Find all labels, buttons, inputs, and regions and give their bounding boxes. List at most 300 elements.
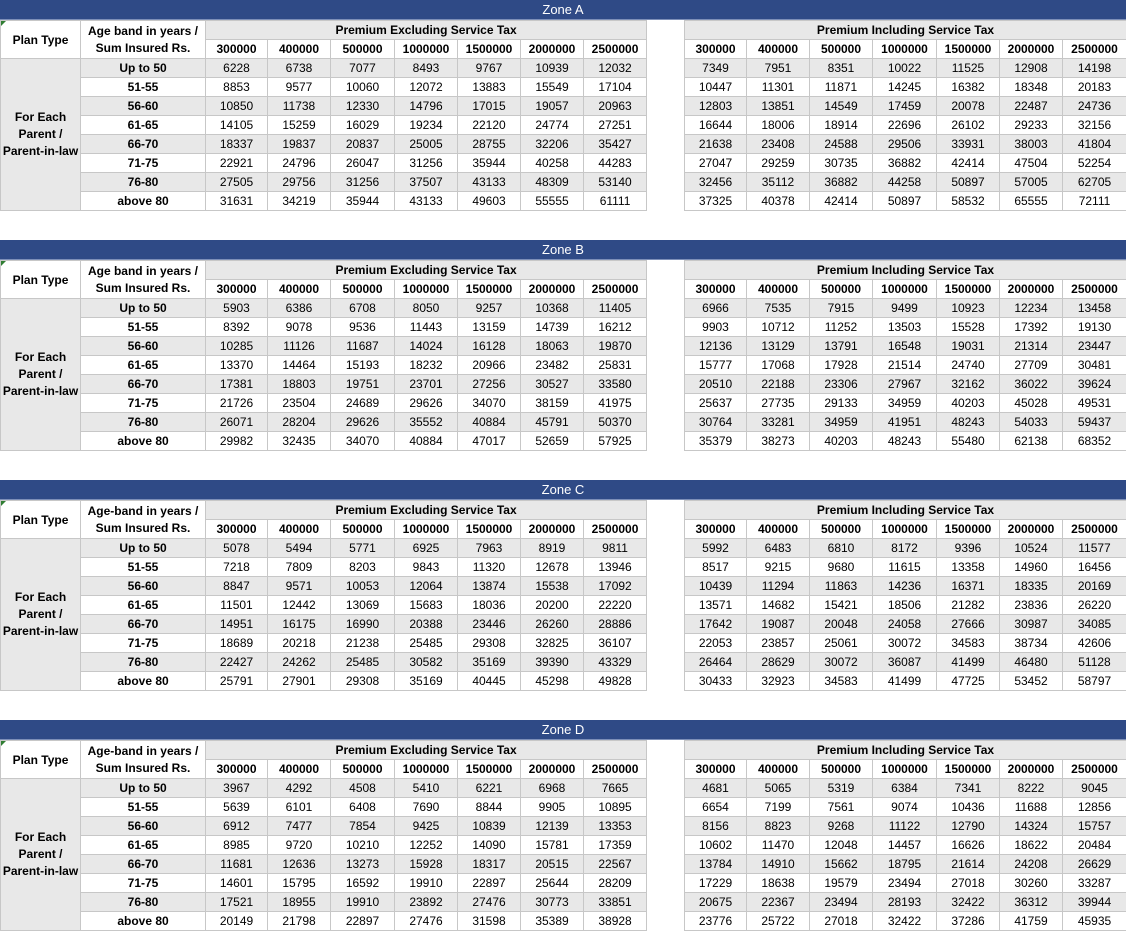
premium-cell: 40884 (395, 432, 458, 451)
table-row (685, 836, 1126, 855)
sum-insured-header: 400000 (747, 760, 810, 779)
table-row (685, 78, 1126, 97)
premium-cell: 6384 (873, 779, 937, 798)
premium-cell: 9571 (268, 577, 331, 596)
premium-cell: 14960 (1000, 558, 1063, 577)
premium-cell: 55555 (521, 192, 584, 211)
premium-cell: 30072 (873, 634, 937, 653)
premium-cell: 57005 (1000, 173, 1063, 192)
sum-insured-header: 500000 (331, 280, 395, 299)
premium-cell: 5771 (331, 539, 395, 558)
premium-cell: 18638 (747, 874, 810, 893)
premium-cell: 19087 (747, 615, 810, 634)
premium-cell: 15538 (521, 577, 584, 596)
sum-insured-header: 300000 (685, 520, 747, 539)
premium-cell: 35169 (395, 672, 458, 691)
premium-cell: 31631 (206, 192, 268, 211)
age-band-label: Age-band in years / (87, 743, 199, 758)
premium-cell: 31598 (458, 912, 521, 931)
premium-cell: 4508 (331, 779, 395, 798)
premium-cell: 6228 (206, 59, 268, 78)
premium-cell: 18795 (873, 855, 937, 874)
premium-cell: 22487 (1000, 97, 1063, 116)
premium-cell: 43329 (584, 653, 647, 672)
table-row (1, 874, 647, 893)
sum-insured-header: 2000000 (1000, 760, 1063, 779)
table-row (685, 394, 1126, 413)
premium-cell: 20515 (521, 855, 584, 874)
premium-cell: 11301 (747, 78, 810, 97)
sum-insured-header: 300000 (206, 760, 268, 779)
table-row (1, 779, 647, 798)
premium-cell: 14464 (268, 356, 331, 375)
premium-cell: 35389 (521, 912, 584, 931)
premium-cell: 17642 (685, 615, 747, 634)
premium-cell: 32456 (685, 173, 747, 192)
table-row (685, 299, 1126, 318)
premium-cell: 42606 (1063, 634, 1126, 653)
premium-cell: 55480 (937, 432, 1000, 451)
premium-excluding-tax-header: Premium Excluding Service Tax (206, 501, 647, 520)
age-band-cell: 66-70 (81, 135, 206, 154)
premium-cell: 37325 (685, 192, 747, 211)
premium-cell: 13069 (331, 596, 395, 615)
premium-cell: 21238 (331, 634, 395, 653)
premium-cell: 8172 (873, 539, 937, 558)
premium-cell: 27251 (584, 116, 647, 135)
plan-type-text: Parent-in-law (2, 384, 79, 398)
age-band-header (81, 21, 206, 59)
premium-cell: 22897 (458, 874, 521, 893)
plan-type-header (1, 21, 81, 59)
premium-cell: 28209 (584, 874, 647, 893)
premium-cell: 12252 (395, 836, 458, 855)
premium-cell: 15528 (937, 318, 1000, 337)
table-row (1, 558, 647, 577)
premium-cell: 27476 (458, 893, 521, 912)
plan-type-label: Plan Type (12, 32, 69, 47)
premium-cell: 5410 (395, 779, 458, 798)
age-band-cell: 61-65 (81, 116, 206, 135)
premium-cell: 20169 (1063, 577, 1126, 596)
sum-insured-header: 300000 (206, 40, 268, 59)
premium-cell: 45791 (521, 413, 584, 432)
premium-cell: 7535 (747, 299, 810, 318)
premium-cell: 14601 (206, 874, 268, 893)
premium-cell: 27967 (873, 375, 937, 394)
premium-cell: 8847 (206, 577, 268, 596)
cell-comment-marker (1, 741, 6, 746)
premium-including-tax-header: Premium Including Service Tax (685, 261, 1126, 280)
premium-cell: 24774 (521, 116, 584, 135)
premium-cell: 21726 (206, 394, 268, 413)
premium-cell: 59437 (1063, 413, 1126, 432)
premium-cell: 9843 (395, 558, 458, 577)
sum-insured-header: 300000 (685, 280, 747, 299)
cell-comment-marker (1, 21, 6, 26)
header-row (685, 501, 1126, 520)
premium-cell: 30072 (810, 653, 873, 672)
premium-cell: 9215 (747, 558, 810, 577)
premium-cell: 7349 (685, 59, 747, 78)
premium-cell: 16990 (331, 615, 395, 634)
sum-insured-header: 1000000 (873, 520, 937, 539)
premium-cell: 20484 (1063, 836, 1126, 855)
premium-cell: 17459 (873, 97, 937, 116)
sum-insured-header: 400000 (747, 40, 810, 59)
premium-cell: 10053 (331, 577, 395, 596)
premium-cell: 45935 (1063, 912, 1126, 931)
premium-cell: 32422 (873, 912, 937, 931)
premium-cell: 10895 (584, 798, 647, 817)
premium-excluding-tax-table (0, 260, 647, 451)
sum-insured-header: 400000 (268, 760, 331, 779)
premium-cell: 19751 (331, 375, 395, 394)
table-row (1, 672, 647, 691)
premium-cell: 47017 (458, 432, 521, 451)
premium-cell: 50370 (584, 413, 647, 432)
premium-cell: 52659 (521, 432, 584, 451)
table-row (685, 135, 1126, 154)
premium-cell: 6925 (395, 539, 458, 558)
zone-block (0, 720, 1126, 940)
premium-cell: 23892 (395, 893, 458, 912)
premium-cell: 6912 (206, 817, 268, 836)
table-row (1, 577, 647, 596)
table-row (685, 413, 1126, 432)
sum-insured-header: 1500000 (937, 760, 1000, 779)
premium-cell: 9425 (395, 817, 458, 836)
premium-cell: 32825 (521, 634, 584, 653)
premium-cell: 41951 (873, 413, 937, 432)
premium-cell: 29233 (1000, 116, 1063, 135)
premium-cell: 18803 (268, 375, 331, 394)
premium-cell: 38928 (584, 912, 647, 931)
premium-cell: 14324 (1000, 817, 1063, 836)
age-band-cell: 71-75 (81, 634, 206, 653)
table-row (1, 299, 647, 318)
premium-cell: 6101 (268, 798, 331, 817)
premium-cell: 38273 (747, 432, 810, 451)
plan-type-text: For Each (14, 830, 67, 844)
premium-cell: 23306 (810, 375, 873, 394)
table-row (1, 375, 647, 394)
premium-cell: 8517 (685, 558, 747, 577)
premium-cell: 35112 (747, 173, 810, 192)
premium-including-tax-header: Premium Including Service Tax (685, 741, 1126, 760)
premium-cell: 17092 (584, 577, 647, 596)
premium-cell: 28193 (873, 893, 937, 912)
premium-cell: 34085 (1063, 615, 1126, 634)
sum-insured-header: 500000 (810, 760, 873, 779)
plan-type-label: Plan Type (12, 752, 69, 767)
premium-cell: 12790 (937, 817, 1000, 836)
age-band-cell: above 80 (81, 912, 206, 931)
premium-cell: 24208 (1000, 855, 1063, 874)
age-band-cell: 56-60 (81, 577, 206, 596)
premium-cell: 27901 (268, 672, 331, 691)
premium-cell: 14739 (521, 318, 584, 337)
premium-cell: 26220 (1063, 596, 1126, 615)
premium-cell: 30987 (1000, 615, 1063, 634)
premium-cell: 50897 (873, 192, 937, 211)
premium-cell: 4292 (268, 779, 331, 798)
premium-cell: 29308 (458, 634, 521, 653)
premium-cell: 15259 (268, 116, 331, 135)
premium-cell: 36087 (873, 653, 937, 672)
premium-cell: 15549 (521, 78, 584, 97)
table-row (685, 154, 1126, 173)
premium-cell: 31256 (331, 173, 395, 192)
sum-insured-header: 2500000 (1063, 280, 1126, 299)
premium-cell: 44283 (584, 154, 647, 173)
premium-cell: 18348 (1000, 78, 1063, 97)
premium-cell: 11320 (458, 558, 521, 577)
sum-insured-label: Sum Insured Rs. (95, 520, 191, 535)
header-row (1, 21, 647, 40)
plan-type-cell (1, 779, 81, 931)
table-row (685, 817, 1126, 836)
premium-cell: 39390 (521, 653, 584, 672)
age-band-cell: 66-70 (81, 375, 206, 394)
premium-cell: 23494 (873, 874, 937, 893)
premium-cell: 27735 (747, 394, 810, 413)
premium-cell: 14245 (873, 78, 937, 97)
sum-insured-header: 400000 (747, 280, 810, 299)
premium-cell: 10060 (331, 78, 395, 97)
premium-cell: 9045 (1063, 779, 1126, 798)
premium-cell: 62138 (1000, 432, 1063, 451)
premium-cell: 20183 (1063, 78, 1126, 97)
premium-cell: 18955 (268, 893, 331, 912)
premium-cell: 36882 (810, 173, 873, 192)
premium-cell: 21798 (268, 912, 331, 931)
premium-cell: 35379 (685, 432, 747, 451)
premium-cell: 25485 (331, 653, 395, 672)
premium-cell: 19031 (937, 337, 1000, 356)
age-band-cell: 66-70 (81, 615, 206, 634)
premium-cell: 36022 (1000, 375, 1063, 394)
table-row (685, 59, 1126, 78)
table-row (685, 874, 1126, 893)
premium-cell: 41975 (584, 394, 647, 413)
premium-cell: 29982 (206, 432, 268, 451)
premium-cell: 13358 (937, 558, 1000, 577)
plan-type-cell (1, 59, 81, 211)
cell-comment-marker (1, 501, 6, 506)
table-row (1, 615, 647, 634)
sum-insured-header: 400000 (268, 40, 331, 59)
premium-including-tax-table (684, 740, 1126, 931)
premium-cell: 23504 (268, 394, 331, 413)
age-band-cell: 61-65 (81, 596, 206, 615)
premium-cell: 8919 (521, 539, 584, 558)
premium-cell: 22696 (873, 116, 937, 135)
sum-insured-header: 500000 (331, 760, 395, 779)
premium-cell: 8050 (395, 299, 458, 318)
table-row (1, 855, 647, 874)
premium-cell: 10850 (206, 97, 268, 116)
premium-cell: 10447 (685, 78, 747, 97)
premium-cell: 8844 (458, 798, 521, 817)
table-row (1, 432, 647, 451)
premium-cell: 19837 (268, 135, 331, 154)
sum-insured-header: 1500000 (458, 520, 521, 539)
premium-cell: 18914 (810, 116, 873, 135)
plan-type-label: Plan Type (12, 272, 69, 287)
premium-cell: 25791 (206, 672, 268, 691)
premium-cell: 25485 (395, 634, 458, 653)
premium-cell: 45298 (521, 672, 584, 691)
premium-cell: 15781 (521, 836, 584, 855)
premium-cell: 25831 (584, 356, 647, 375)
premium-cell: 46480 (1000, 653, 1063, 672)
premium-cell: 26464 (685, 653, 747, 672)
premium-cell: 25061 (810, 634, 873, 653)
premium-cell: 35169 (458, 653, 521, 672)
premium-cell: 13159 (458, 318, 521, 337)
premium-cell: 12636 (268, 855, 331, 874)
premium-cell: 9720 (268, 836, 331, 855)
premium-cell: 23776 (685, 912, 747, 931)
premium-cell: 10923 (937, 299, 1000, 318)
table-row (1, 318, 647, 337)
premium-cell: 16128 (458, 337, 521, 356)
plan-type-cell (1, 299, 81, 451)
premium-cell: 30527 (521, 375, 584, 394)
age-band-label: Age-band in years / (87, 503, 199, 518)
age-band-cell: 71-75 (81, 874, 206, 893)
premium-cell: 23701 (395, 375, 458, 394)
sum-insured-header: 2000000 (1000, 280, 1063, 299)
table-row (685, 558, 1126, 577)
premium-cell: 27047 (685, 154, 747, 173)
premium-cell: 28755 (458, 135, 521, 154)
premium-cell: 47725 (937, 672, 1000, 691)
premium-cell: 9078 (268, 318, 331, 337)
premium-cell: 34070 (458, 394, 521, 413)
premium-excluding-tax-table (0, 20, 647, 211)
premium-excluding-tax-table (0, 740, 647, 931)
premium-cell: 9903 (685, 318, 747, 337)
premium-cell: 24740 (937, 356, 1000, 375)
sum-insured-header: 1500000 (937, 40, 1000, 59)
premium-cell: 21514 (873, 356, 937, 375)
premium-cell: 28629 (747, 653, 810, 672)
table-row (1, 596, 647, 615)
table-row (1, 539, 647, 558)
age-band-cell: above 80 (81, 192, 206, 211)
premium-cell: 35944 (331, 192, 395, 211)
premium-cell: 48243 (937, 413, 1000, 432)
premium-cell: 19579 (810, 874, 873, 893)
premium-cell: 20837 (331, 135, 395, 154)
premium-cell: 6968 (521, 779, 584, 798)
premium-cell: 7963 (458, 539, 521, 558)
premium-cell: 44258 (873, 173, 937, 192)
age-band-cell: 51-55 (81, 78, 206, 97)
premium-cell: 10939 (521, 59, 584, 78)
age-band-cell: 76-80 (81, 653, 206, 672)
premium-cell: 25644 (521, 874, 584, 893)
premium-cell: 48243 (873, 432, 937, 451)
sum-insured-row (685, 520, 1126, 539)
sum-insured-row (685, 760, 1126, 779)
sum-insured-header: 400000 (268, 280, 331, 299)
age-band-cell: 56-60 (81, 337, 206, 356)
premium-cell: 26071 (206, 413, 268, 432)
age-band-cell: above 80 (81, 432, 206, 451)
premium-cell: 58532 (937, 192, 1000, 211)
zone-block (0, 480, 1126, 700)
premium-cell: 13129 (747, 337, 810, 356)
table-row (1, 394, 647, 413)
premium-cell: 29626 (331, 413, 395, 432)
premium-including-tax-header: Premium Including Service Tax (685, 21, 1126, 40)
premium-cell: 10602 (685, 836, 747, 855)
premium-cell: 20675 (685, 893, 747, 912)
premium-cell: 16592 (331, 874, 395, 893)
premium-cell: 38003 (1000, 135, 1063, 154)
premium-cell: 6810 (810, 539, 873, 558)
sum-insured-label: Sum Insured Rs. (95, 280, 191, 295)
age-band-header (81, 741, 206, 779)
premium-cell: 14236 (873, 577, 937, 596)
age-band-label: Age band in years / (87, 23, 199, 38)
premium-cell: 19910 (331, 893, 395, 912)
premium-cell: 9577 (268, 78, 331, 97)
premium-cell: 8853 (206, 78, 268, 97)
premium-cell: 12234 (1000, 299, 1063, 318)
sum-insured-header: 2500000 (584, 520, 647, 539)
header-row (685, 261, 1126, 280)
table-row (1, 817, 647, 836)
premium-cell: 9905 (521, 798, 584, 817)
sum-insured-header: 2500000 (584, 40, 647, 59)
premium-cell: 36882 (873, 154, 937, 173)
premium-cell: 14024 (395, 337, 458, 356)
premium-cell: 37286 (937, 912, 1000, 931)
premium-cell: 22367 (747, 893, 810, 912)
premium-excluding-tax-header: Premium Excluding Service Tax (206, 21, 647, 40)
age-band-cell: 61-65 (81, 356, 206, 375)
table-row (1, 116, 647, 135)
premium-cell: 6654 (685, 798, 747, 817)
premium-cell: 7690 (395, 798, 458, 817)
table-row (1, 798, 647, 817)
premium-cell: 18232 (395, 356, 458, 375)
sum-insured-header: 500000 (810, 520, 873, 539)
premium-cell: 12330 (331, 97, 395, 116)
table-row (685, 855, 1126, 874)
sum-insured-header: 1500000 (458, 40, 521, 59)
premium-cell: 14951 (206, 615, 268, 634)
premium-cell: 11525 (937, 59, 1000, 78)
premium-cell: 22921 (206, 154, 268, 173)
age-band-cell: 56-60 (81, 97, 206, 116)
table-row (685, 337, 1126, 356)
sum-insured-row (685, 40, 1126, 59)
premium-cell: 61111 (584, 192, 647, 211)
premium-cell: 72111 (1063, 192, 1126, 211)
premium-cell: 17928 (810, 356, 873, 375)
premium-cell: 41499 (873, 672, 937, 691)
premium-cell: 7477 (268, 817, 331, 836)
table-row (1, 413, 647, 432)
table-row (685, 318, 1126, 337)
premium-cell: 26629 (1063, 855, 1126, 874)
premium-cell: 14457 (873, 836, 937, 855)
